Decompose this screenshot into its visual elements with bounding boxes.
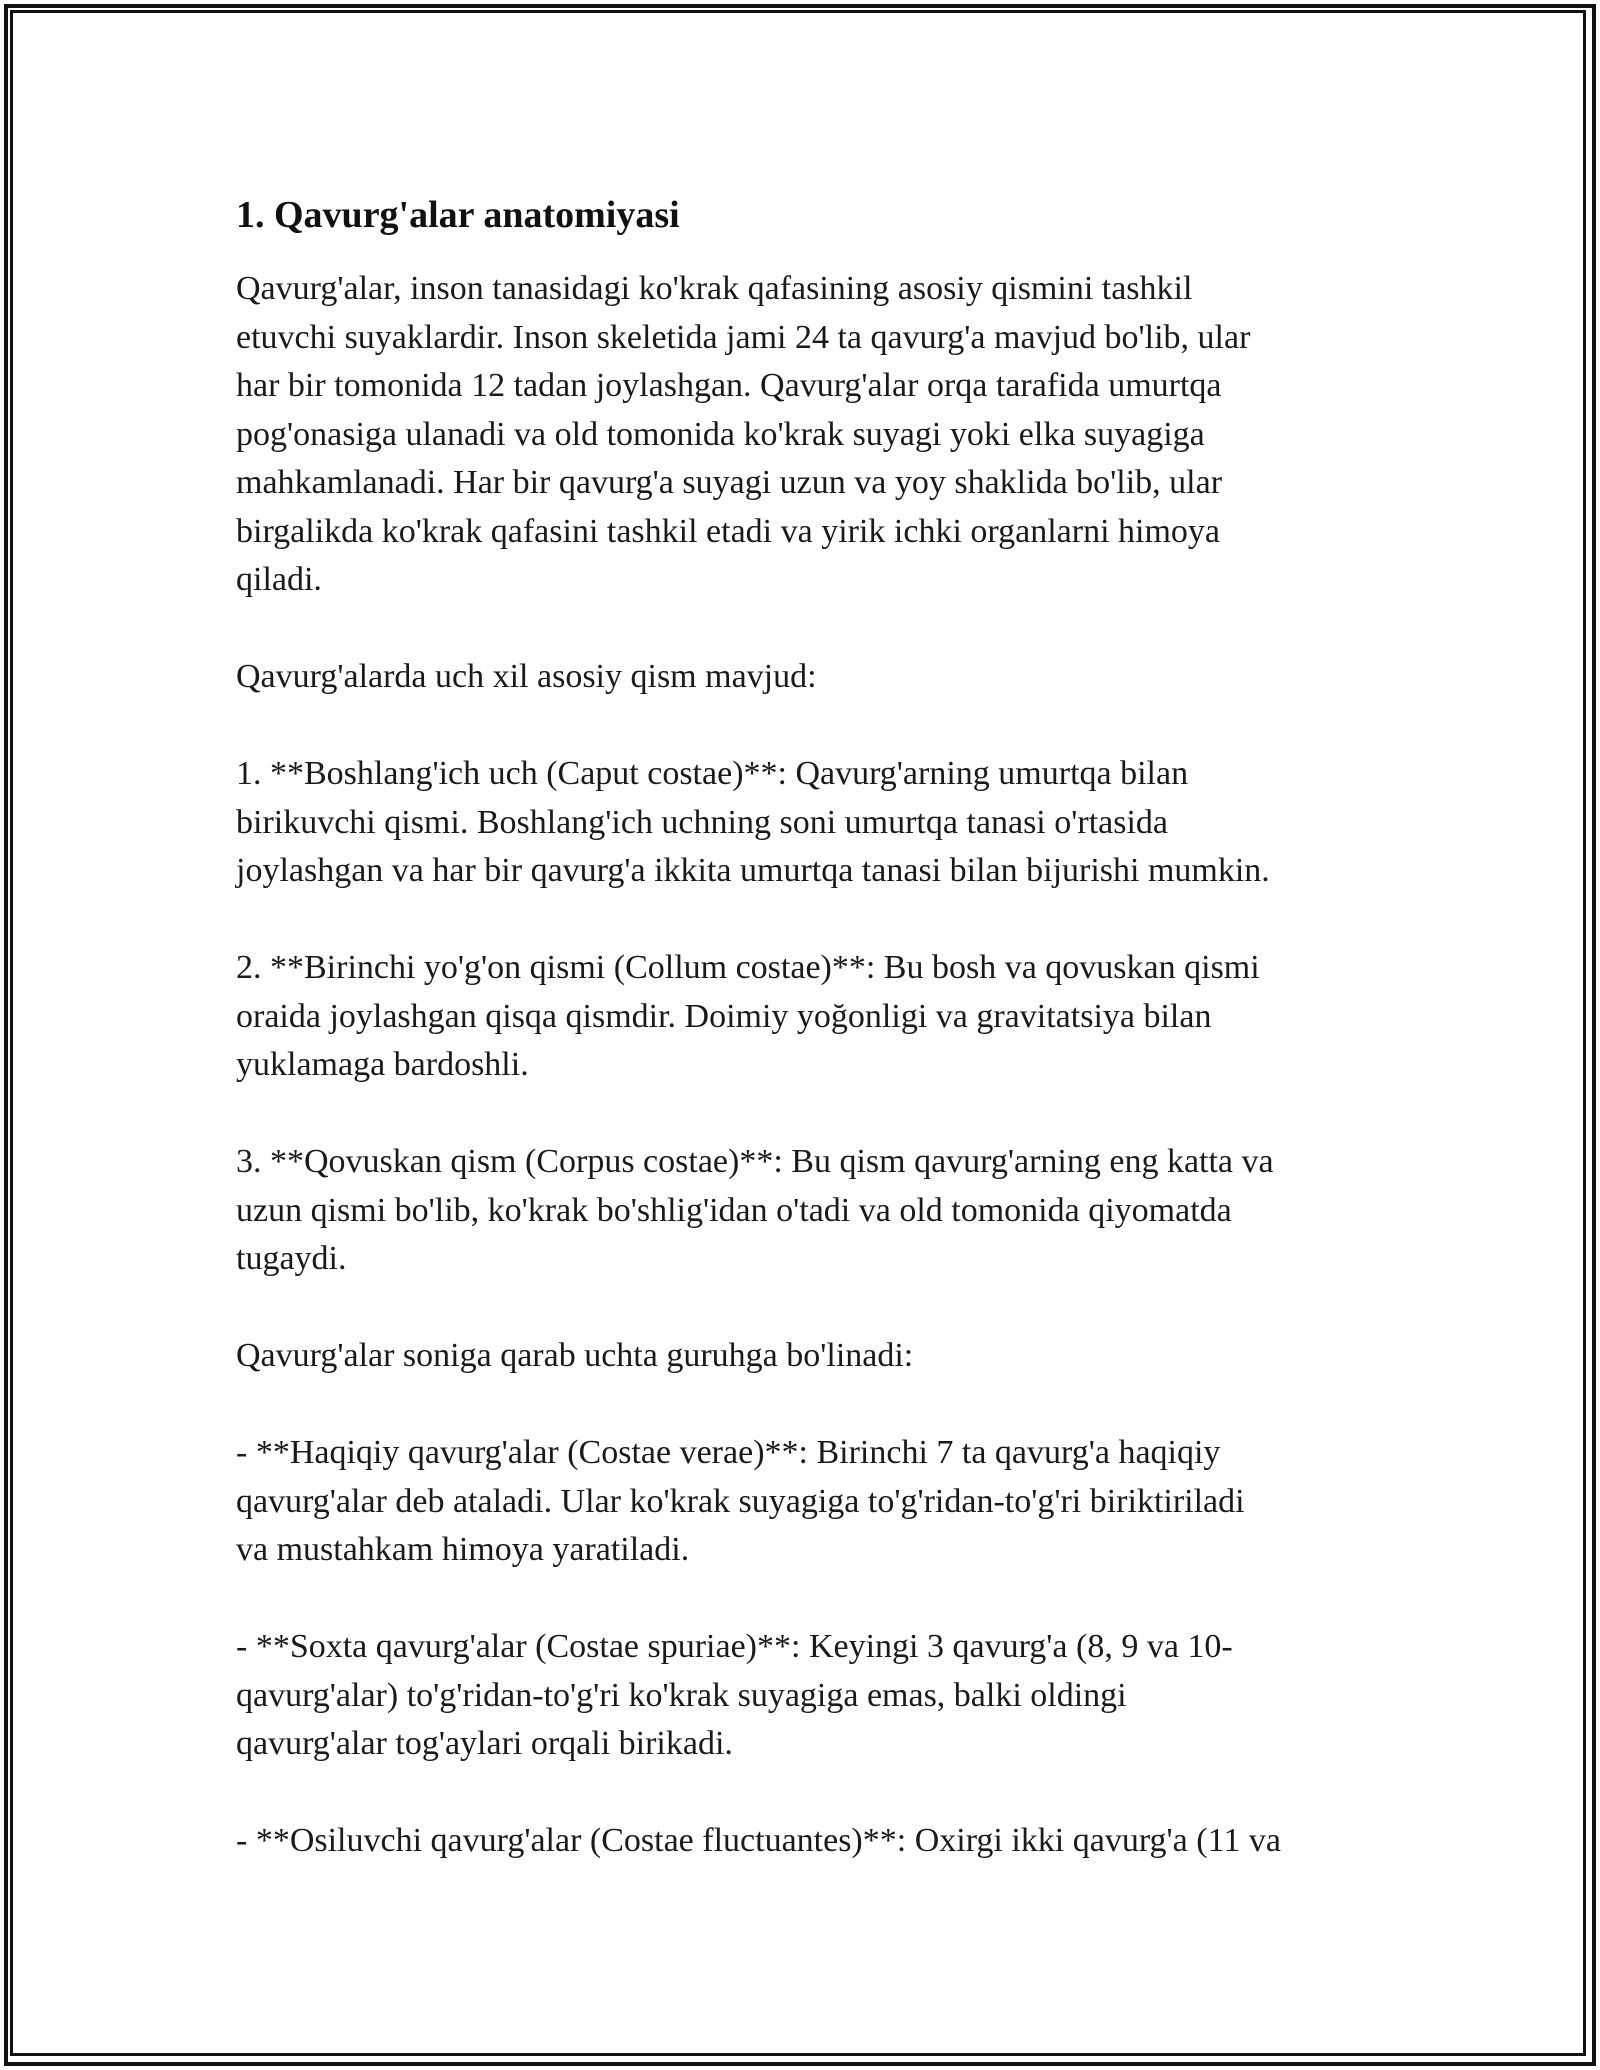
document-body bbox=[236, 185, 1386, 1914]
text-line: har bir tomonida 12 tadan joylashgan. Qavurg'alar orqa tarafida umurtqa bbox=[236, 367, 1222, 404]
text-line: oraida joylashgan qisqa qismdir. Doimiy yoğonligi va gravitatsiya bilan bbox=[236, 997, 1212, 1035]
text-line: birikuvchi qismi. Boshlang'ich uchning soni umurtqa tanasi o'rtasida bbox=[236, 803, 1169, 841]
text-line: Qavurg'alar soniga qarab uchta guruhga bo'linadi: bbox=[236, 1337, 914, 1374]
text-line: - **Haqiqiy qavurg'alar (Costae verae)**: Birinchi 7 ta qavurg'a haqiqiy bbox=[236, 1434, 1221, 1471]
text-line: etuvchi suyaklardir. Inson skeletida jami 24 ta qavurg'a mavjud bo'lib, ular bbox=[236, 318, 1251, 356]
paragraph-groups-intro bbox=[236, 1332, 1386, 1381]
text-line: pog'onasiga ulanadi va old tomonida ko'krak suyagi yoki elka suyagiga bbox=[236, 415, 1205, 453]
paragraph-group-false-ribs bbox=[236, 1623, 1386, 1769]
text-line: - **Soxta qavurg'alar (Costae spuriae)**: Keyingi 3 qavurg'a (8, 9 va 10- bbox=[236, 1628, 1233, 1665]
paragraph-group-floating-ribs bbox=[236, 1817, 1386, 1866]
paragraph-part-2 bbox=[236, 944, 1386, 1090]
text-line: uzun qismi bo'lib, ko'krak bo'shlig'idan o'tadi va old tomonida qiyomatda bbox=[236, 1191, 1232, 1229]
paragraph-part-1 bbox=[236, 750, 1386, 896]
document-title: 1. Qavurg'alar anatomiyasi bbox=[236, 194, 680, 236]
text-line: - **Osiluvchi qavurg'alar (Costae fluctuantes)**: Oxirgi ikki qavurg'a (11 va bbox=[236, 1822, 1281, 1859]
text-line: qavurg'alar) to'g'ridan-to'g'ri ko'krak suyagiga emas, balki oldingi bbox=[236, 1676, 1127, 1714]
text-line: qiladi. bbox=[236, 561, 322, 598]
text-line: 2. **Birinchi yo'g'on qismi (Collum costae)**: Bu bosh va qovuskan qismi bbox=[236, 949, 1260, 986]
text-line: qavurg'alar deb ataladi. Ular ko'krak suyagiga to'g'ridan-to'g'ri biriktiriladi bbox=[236, 1482, 1245, 1520]
text-line: birgalikda ko'krak qafasini tashkil etadi va yirik ichki organlarni himoya bbox=[236, 512, 1221, 550]
text-line: joylashgan va har bir qavurg'a ikkita umurtqa tanasi bilan bijurishi mumkin. bbox=[236, 852, 1270, 889]
text-line: 3. **Qovuskan qism (Corpus costae)**: Bu qism qavurg'arning eng katta va bbox=[236, 1143, 1274, 1180]
text-line: tugaydi. bbox=[236, 1240, 347, 1277]
text-line: Qavurg'alarda uch xil asosiy qism mavjud: bbox=[236, 658, 817, 695]
paragraph-parts-intro bbox=[236, 653, 1386, 702]
paragraph-part-3 bbox=[236, 1138, 1386, 1284]
paragraph-intro bbox=[236, 265, 1386, 605]
text-line: mahkamlanadi. Har bir qavurg'a suyagi uzun va yoy shaklida bo'lib, ular bbox=[236, 464, 1223, 501]
text-line: va mustahkam himoya yaratiladi. bbox=[236, 1531, 690, 1568]
text-line: yuklamaga bardoshli. bbox=[236, 1046, 529, 1083]
text-line: qavurg'alar tog'aylari orqali birikadi. bbox=[236, 1725, 733, 1762]
text-line: 1. **Boshlang'ich uch (Caput costae)**: Qavurg'arning umurtqa bilan bbox=[236, 755, 1189, 792]
paragraph-group-true-ribs bbox=[236, 1429, 1386, 1575]
text-line: Qavurg'alar, inson tanasidagi ko'krak qafasining asosiy qismini tashkil bbox=[236, 270, 1193, 307]
